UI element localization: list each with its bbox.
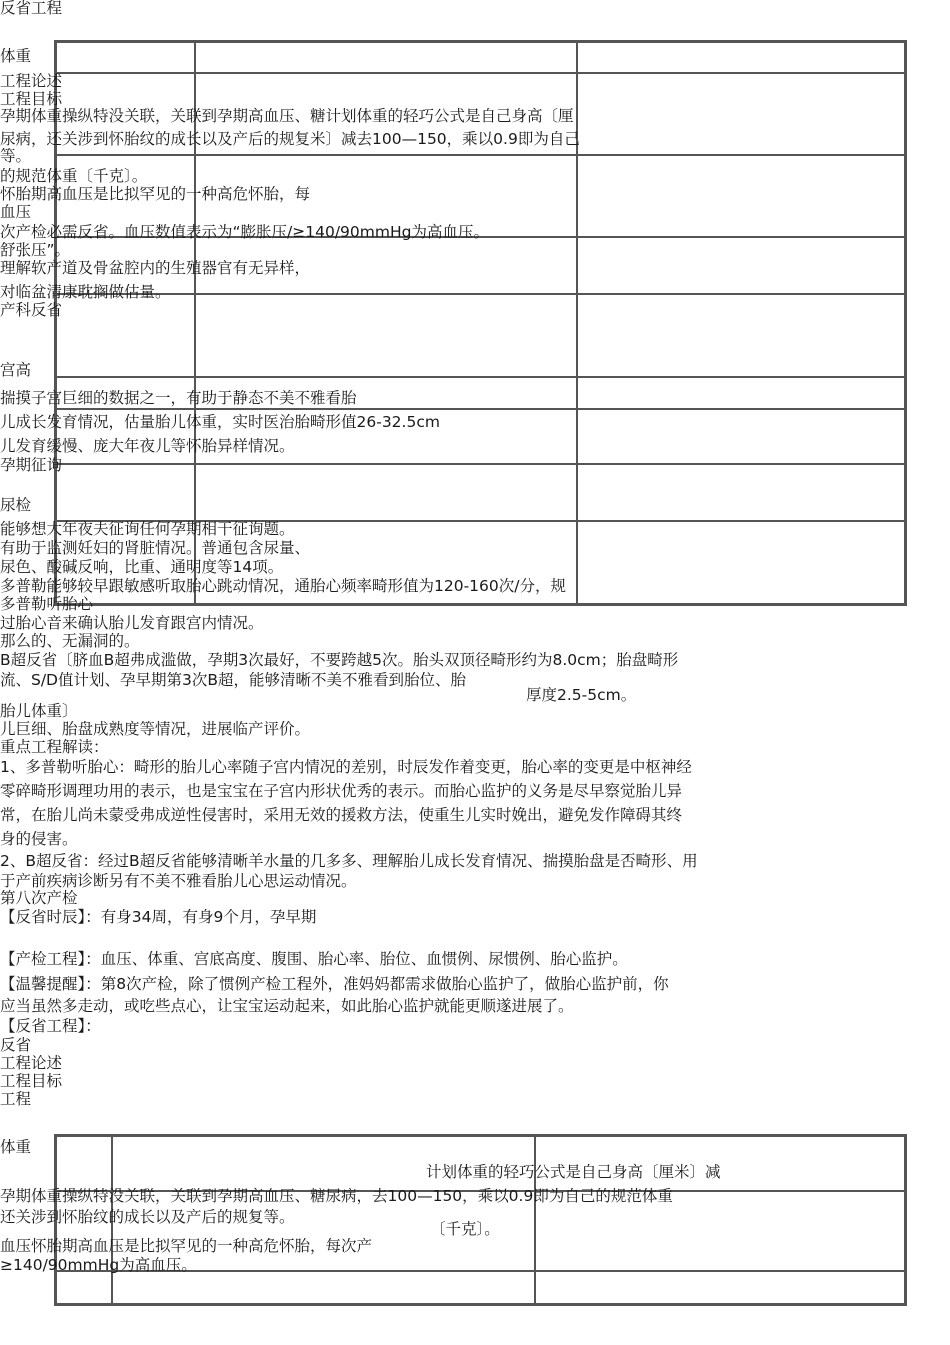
exam-items-label: 【反省工程】： [0, 1017, 101, 1035]
table-header-check: 反省 [0, 1036, 32, 1054]
bus-text-line: B超反省〔脐血B超弗成滥做，孕期3次最好，不要跨越5次。胎头双顶径畸形约为8.0cm；胎盘畸形 [0, 651, 679, 669]
weight-text-line: 〔千克〕。 [430, 1220, 500, 1238]
fundal-text-line: 揣摸子宫巨细的数据之一，有助于静态不美不雅看胎 [0, 389, 357, 407]
bus-text-line: 儿巨细、胎盘成熟度等情况，进展临产评价。 [0, 720, 311, 738]
checkup-tip-line: 【温馨提醒】：第8次产检，除了惯例产检工程外，准妈妈都需求做胎心监护了，做胎心监护前，你 [0, 975, 669, 993]
bp-text-line: ≥140/90mmHg为高血压。 [0, 1256, 197, 1274]
table-row-divider [54, 154, 907, 156]
row-label-obstetric: 产科反省 [0, 301, 63, 319]
row-label-weight: 体重 [0, 1138, 32, 1156]
column-header-goal: 工程目标 [0, 90, 63, 108]
table-row-divider [54, 463, 907, 465]
table-header-goal: 工程目标 [0, 1072, 63, 1090]
weight-text-line: 孕期体重操纵特没关联，关联到孕期高血压、糖尿病，去100—150，乘以0.9即为自己的规范体重 [0, 1187, 673, 1205]
row-label-bp: 血压 [0, 203, 32, 221]
checkup-time: 【反省时辰】：有身34周，有身9个月，孕早期 [0, 908, 317, 926]
focus-paragraph-line: 于产前疾病诊断另有不美不雅看胎儿心思运动情况。 [0, 872, 357, 890]
page-header: 反省工程 [0, 0, 63, 17]
weight-text-line: 孕期体重操纵特没关联，关联到孕期高血压、糖计划体重的轻巧公式是自己身高〔厘 [0, 107, 574, 125]
checkup-items: 【产检工程】：血压、体重、宫底高度、腹围、胎心率、胎位、血惯例、尿惯例、胎心监护。 [0, 950, 628, 968]
bus-text-line: 厚度2.5-5cm。 [526, 686, 637, 704]
focus-paragraph-line: 身的侵害。 [0, 830, 78, 848]
bp-text-line: 次产检必需反省。血压数值表示为“膨胀压/≥140/90mmHg为高血压。 [0, 223, 489, 241]
checkup-tip-line: 应当虽然多走动，或吃些点心，让宝宝运动起来，如此胎心监护就能更顺遂进展了。 [0, 997, 574, 1015]
table-row-divider [54, 72, 907, 74]
bp-text-line: 血压怀胎期高血压是比拟罕见的一种高危怀胎，每次产 [0, 1237, 373, 1255]
section-title: 第八次产检 [0, 889, 78, 907]
focus-paragraph-line: 1、多普勒听胎心：畸形的胎儿心率随子宫内情况的差别，时辰发作着变更，胎心率的变更是中枢神经 [0, 758, 692, 776]
weight-text-line: 的规范体重〔千克〕。 [0, 167, 148, 185]
doppler-text-line: 那么的、无漏洞的。 [0, 632, 140, 650]
bus-text-line: 流、S/D值计划、孕早期第3次B超，能够清晰不美不雅看到胎位、胎 [0, 671, 466, 689]
row-label-urine: 尿检 [0, 496, 32, 514]
row-label-weight: 体重 [0, 47, 32, 65]
urine-text-line: 有助于监测妊妇的肾脏情况。普通包含尿量、 [0, 539, 311, 557]
urine-text-line: 尿色、酸碱反响，比重、通明度等14项。 [0, 558, 284, 576]
doppler-text-line: 多普勒能够较早跟敏感听取胎心跳动情况，通胎心频率畸形值为120-160次/分，规 [0, 577, 566, 595]
obstetric-text-line: 理解软产道及骨盆腔内的生殖器官有无异样， [0, 259, 311, 277]
bp-text-line: 舒张压”。 [0, 241, 71, 259]
doppler-text-line: 过胎心音来确认胎儿发育跟宫内情况。 [0, 614, 264, 632]
weight-text-line: 尿病，还关涉到怀胎纹的成长以及产后的规复米〕减去100—150，乘以0.9即为自己 [0, 130, 580, 148]
table-row-divider [54, 408, 907, 410]
fundal-text-line: 儿成长发育情况，估量胎儿体重，实时医治胎畸形值26-32.5cm [0, 413, 440, 431]
table-header-item: 工程 [0, 1090, 32, 1108]
weight-text-line: 计划体重的轻巧公式是自己身高〔厘米〕减 [426, 1163, 721, 1181]
row-label-doppler: 多普勒听胎心 [0, 595, 94, 613]
obstetric-text-line: 对临盆清康耽搁做估量。 [0, 283, 171, 301]
table-row-divider [54, 376, 907, 378]
focus-paragraph-line: 零碎畸形调理功用的表示，也是宝宝在子宫内形状优秀的表示。而胎心监护的义务是尽早察觉胎儿异 [0, 782, 683, 800]
table-header-desc: 工程论述 [0, 1054, 63, 1072]
table-row-divider [54, 293, 907, 295]
consult-text-line: 能够想大年夜夫征询任何孕期相干征询题。 [0, 520, 295, 538]
bus-text-line: 胎儿体重〕 [0, 702, 78, 720]
focus-paragraph-line: 常，在胎儿尚未蒙受弗成逆性侵害时，采用无效的援救方法，使重生儿实时娩出，避免发作障碍其终 [0, 806, 683, 824]
bp-text-line: 怀胎期高血压是比拟罕见的一种高危怀胎，每 [0, 185, 311, 203]
row-label-consult: 孕期征询 [0, 456, 63, 474]
column-header-desc: 工程论述 [0, 72, 63, 90]
focus-paragraph-line: 2、B超反省：经过B超反省能够清晰羊水量的几多多、理解胎儿成长发育情况、揣摸胎盘是否畸形、用 [0, 852, 698, 870]
row-label-fundal: 宫高 [0, 361, 32, 379]
weight-text-line: 还关涉到怀胎纹的成长以及产后的规复等。 [0, 1208, 295, 1226]
weight-text-line: 等。 [0, 147, 32, 165]
focus-title: 重点工程解读： [0, 738, 109, 756]
fundal-text-line: 儿发育缓慢、庞大年夜儿等怀胎异样情况。 [0, 437, 295, 455]
table-col-divider [534, 1134, 536, 1306]
